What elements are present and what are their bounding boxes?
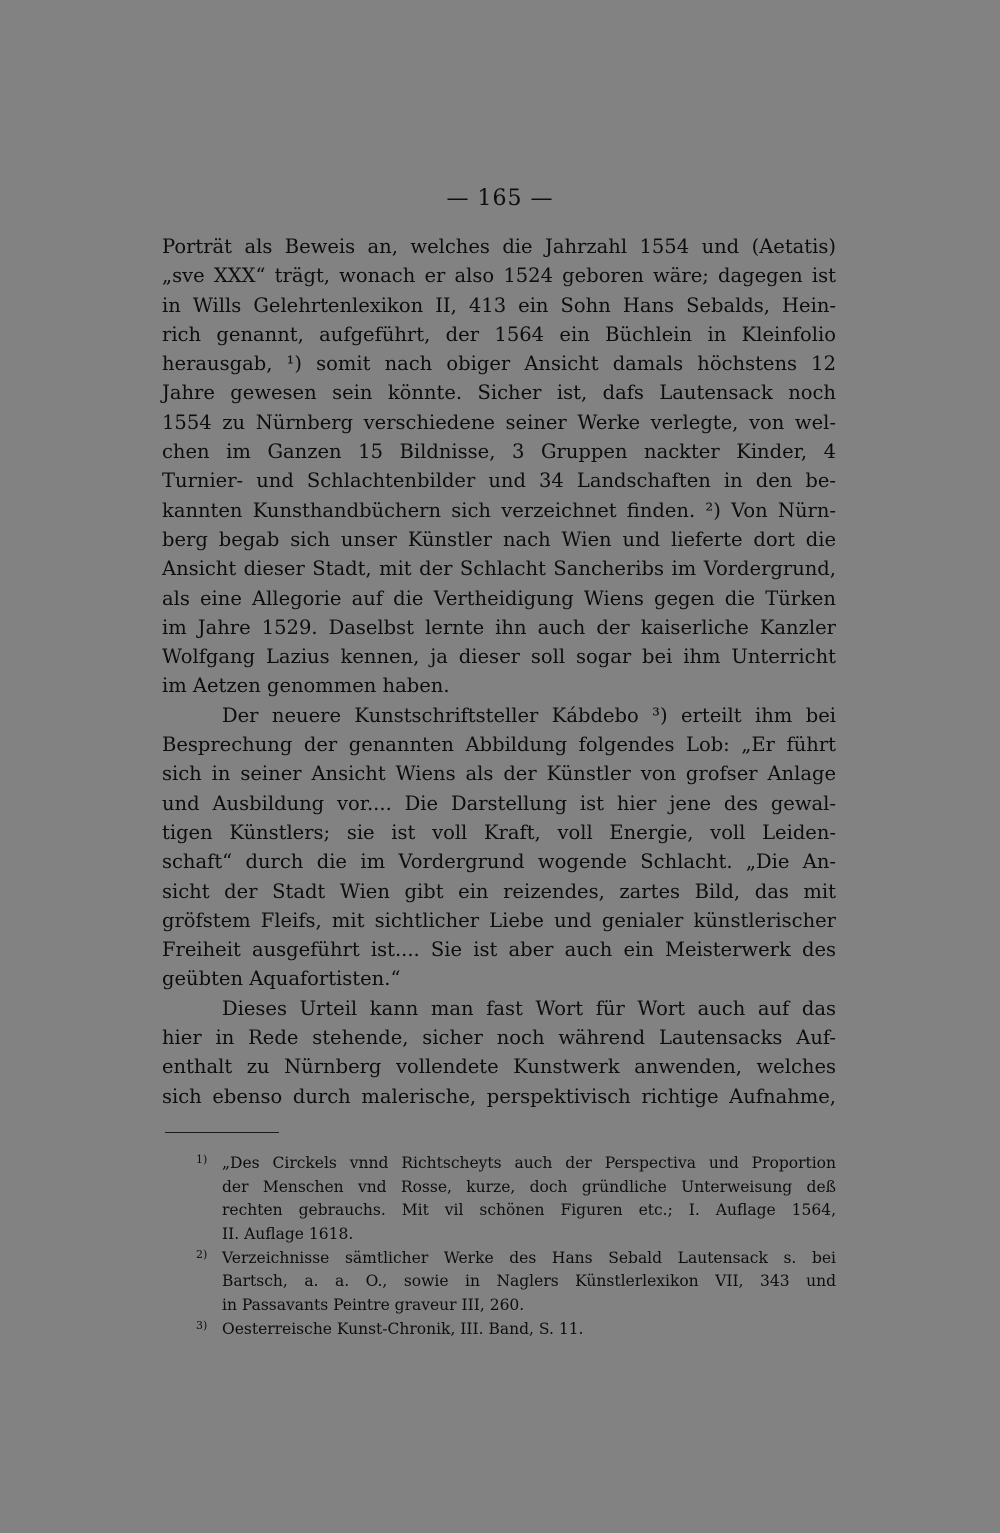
footnote xyxy=(196,1247,836,1318)
text-line: gröfstem Fleifs, mit sichtlicher Liebe und genialer künstlerischer xyxy=(162,908,836,932)
text-line: Dieses Urteil kann man fast Wort für Wort auch auf das xyxy=(222,996,836,1020)
text-line: Ansicht dieser Stadt, mit der Schlacht Sancheribs im Vordergrund, xyxy=(162,557,836,581)
footnote-marker: 2) xyxy=(196,1247,208,1261)
text-line: schaft“ durch die im Vordergrund wogende Schlacht. „Die An- xyxy=(162,850,836,874)
text-line: berg begab sich unser Künstler nach Wien und lieferte dort die xyxy=(162,527,836,551)
text-line: sich ebenso durch malerische, perspektivisch richtige Aufnahme, xyxy=(162,1084,836,1108)
text-line: kannten Kunsthandbüchern sich verzeichnet finden. ²) Von Nürn- xyxy=(162,498,836,522)
text-line: Der neuere Kunstschriftsteller Kábdebo ³) erteilt ihm bei xyxy=(222,703,836,727)
footnotes xyxy=(196,1152,836,1342)
footnote-line: II. Auflage 1618. xyxy=(222,1225,354,1244)
footnote-line: Verzeichnisse sämtlicher Werke des Hans Sebald Lautensack s. bei xyxy=(222,1248,836,1267)
page-number: — 165 — xyxy=(446,186,554,211)
text-line: herausgab, ¹) somit nach obiger Ansicht damals höchstens 12 xyxy=(162,352,836,376)
text-line: chen im Ganzen 15 Bildnisse, 3 Gruppen nackter Kinder, 4 xyxy=(162,440,836,464)
text-line: sicht der Stadt Wien gibt ein reizendes, zartes Bild, das mit xyxy=(162,879,836,903)
text-line: in Wills Gelehrtenlexikon II, 413 ein Sohn Hans Sebalds, Hein- xyxy=(162,293,836,317)
text-line: Freiheit ausgeführt ist.... Sie ist aber auch ein Meisterwerk des xyxy=(162,938,836,962)
text-line: tigen Künstlers; sie ist voll Kraft, voll Energie, voll Leiden- xyxy=(162,820,836,844)
text-line: rich genannt, aufgeführt, der 1564 ein Büchlein in Kleinfolio xyxy=(162,322,836,346)
footnote-line: in Passavants Peintre graveur III, 260. xyxy=(222,1296,525,1315)
text-line: Besprechung der genannten Abbildung folgendes Lob: „Er führt xyxy=(162,733,836,757)
text-line: Wolfgang Lazius kennen, ja dieser soll sogar bei ihm Unterricht xyxy=(162,645,836,669)
text-line: „sve XXX“ trägt, wonach er also 1524 geboren wäre; dagegen ist xyxy=(162,264,836,288)
text-line: als eine Allegorie auf die Vertheidigung Wiens gegen die Türken xyxy=(162,586,836,610)
text-line: enthalt zu Nürnberg vollendete Kunstwerk anwenden, welches xyxy=(162,1055,836,1079)
text-line: Jahre gewesen sein könnte. Sicher ist, dafs Lautensack noch xyxy=(162,381,836,405)
footnote xyxy=(196,1152,836,1247)
text-line: Porträt als Beweis an, welches die Jahrzahl 1554 und (Aetatis) xyxy=(162,235,836,258)
text-line: geübten Aquafortisten.“ xyxy=(162,967,401,991)
footnote-line: der Menschen vnd Rosse, kurze, doch gründliche Unterweisung deß xyxy=(222,1177,836,1196)
text-line: 1554 zu Nürnberg verschiedene seiner Werke verlegte, von wel- xyxy=(162,410,836,434)
footnote-line: Bartsch, a. a. O., sowie in Naglers Künstlerlexikon VII, 343 und xyxy=(222,1272,836,1291)
text-line: hier in Rede stehende, sicher noch während Lautensacks Auf- xyxy=(162,1026,836,1050)
text-line: sich in seiner Ansicht Wiens als der Künstler von grofser Anlage xyxy=(162,762,836,786)
footnote-marker: 1) xyxy=(196,1153,208,1166)
footnote-line: rechten gebrauchs. Mit vil schönen Figuren etc.; I. Auflage 1564, xyxy=(222,1201,836,1220)
text-line: und Ausbildung vor.... Die Darstellung ist hier jene des gewal- xyxy=(162,791,836,815)
text-line: Turnier- und Schlachtenbilder und 34 Landschaften in den be- xyxy=(162,469,836,493)
footnote-line: „Des Circkels vnnd Richtscheyts auch der Perspectiva und Proportion xyxy=(222,1154,836,1172)
footnote-line: Oesterreische Kunst-Chronik, III. Band, S. 11. xyxy=(222,1319,584,1338)
footnote-marker: 3) xyxy=(196,1318,208,1332)
text-line: im Aetzen genommen haben. xyxy=(162,674,450,698)
text-line: im Jahre 1529. Daselbst lernte ihn auch der kaiserliche Kanzler xyxy=(162,615,836,639)
footnote xyxy=(196,1318,836,1342)
body-text xyxy=(162,232,836,1111)
footnote-divider xyxy=(165,1132,279,1133)
